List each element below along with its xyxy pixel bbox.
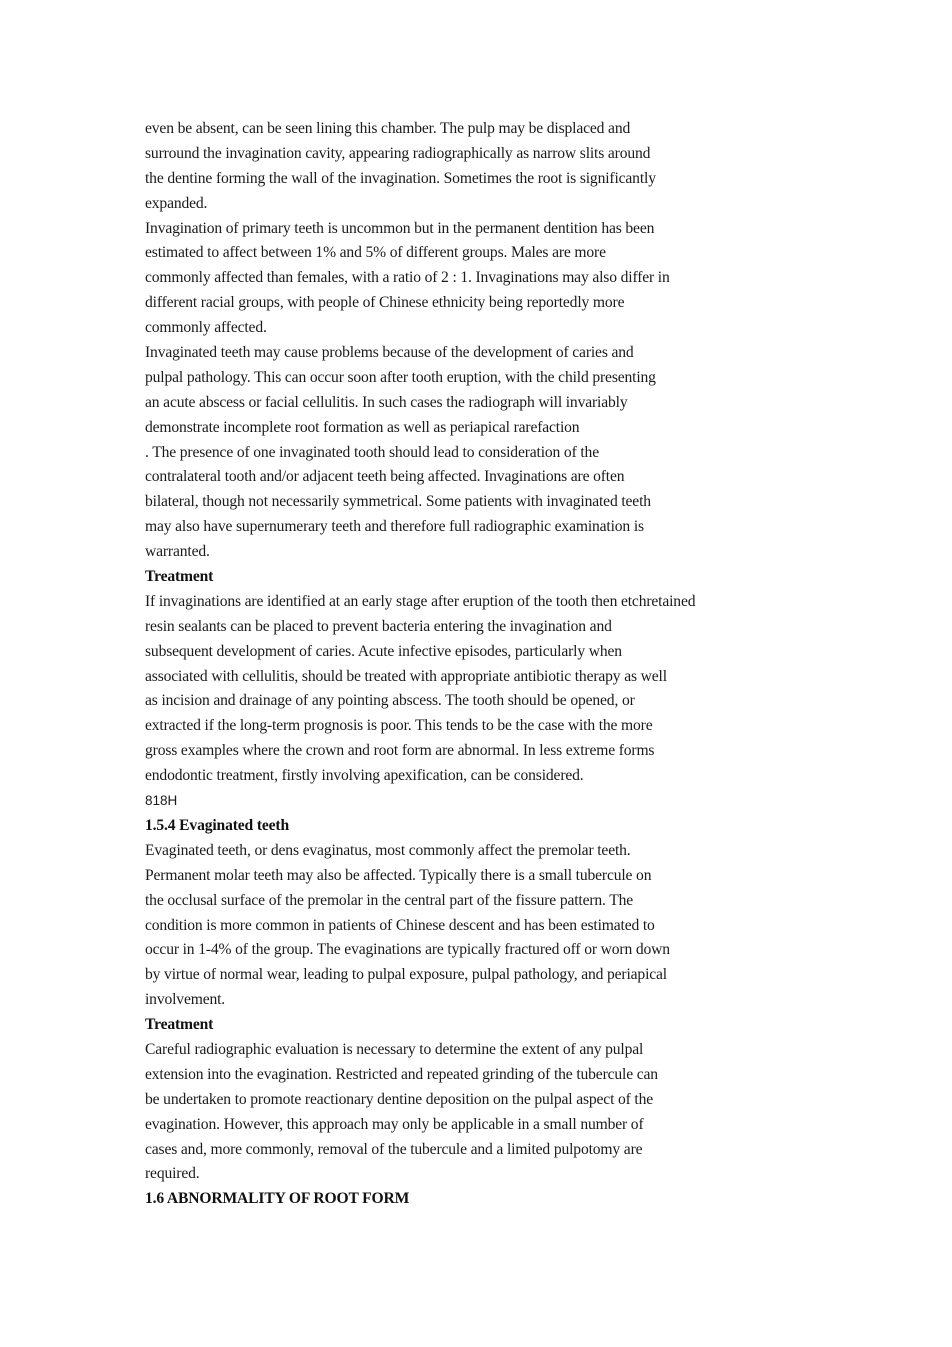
body-text-line: endodontic treatment, firstly involving apexification, can be considered. [145,767,584,785]
body-text-line: evagination. However, this approach may only be applicable in a small number of [145,1115,644,1133]
section-heading: Treatment [145,568,214,586]
body-text-line: cases and, more commonly, removal of the tubercule and a limited pulpotomy are [145,1140,643,1158]
body-text-line: extension into the evagination. Restricted and repeated grinding of the tubercule can [145,1065,658,1083]
page-marker: 818H [145,793,178,809]
body-text-line: Invagination of primary teeth is uncommon but in the permanent dentition has been [145,219,655,237]
body-text-line: required. [145,1165,200,1183]
body-text-line: the dentine forming the wall of the invagination. Sometimes the root is significantly [145,169,656,187]
body-text-line: even be absent, can be seen lining this chamber. The pulp may be displaced and [145,120,631,137]
body-text-line: commonly affected. [145,319,267,337]
body-text-line: . The presence of one invaginated tooth should lead to consideration of the [145,443,599,461]
body-text-line: be undertaken to promote reactionary dentine deposition on the pulpal aspect of the [145,1090,654,1108]
body-text-line: demonstrate incomplete root formation as well as periapical rarefaction [145,418,580,436]
body-text-line: estimated to affect between 1% and 5% of different groups. Males are more [145,244,606,262]
document-page [145,117,935,1212]
body-text-line: associated with cellulitis, should be treated with appropriate antibiotic therapy as well [145,667,667,685]
section-heading: 1.5.4 Evaginated teeth [145,816,289,834]
section-heading: Treatment [145,1016,214,1034]
body-text-line: pulpal pathology. This can occur soon after tooth eruption, with the child presenting [145,368,656,386]
body-text-line: by virtue of normal wear, leading to pulpal exposure, pulpal pathology, and periapical [145,966,667,984]
body-text-line: gross examples where the crown and root form are abnormal. In less extreme forms [145,742,655,760]
body-text-line: commonly affected than females, with a ratio of 2 : 1. Invaginations may also differ in [145,269,670,287]
body-text-line: the occlusal surface of the premolar in the central part of the fissure pattern. The [145,891,634,909]
body-text-line: condition is more common in patients of Chinese descent and has been estimated to [145,916,655,934]
body-text-line: surround the invagination cavity, appearing radiographically as narrow slits around [145,144,651,162]
body-text-line: warranted. [145,543,210,561]
body-text-line: resin sealants can be placed to prevent bacteria entering the invagination and [145,617,612,635]
body-text-line: as incision and drainage of any pointing abscess. The tooth should be opened, or [145,692,635,710]
body-text-line: different racial groups, with people of Chinese ethnicity being reportedly more [145,294,625,312]
body-text-line: Careful radiographic evaluation is necessary to determine the extent of any pulpal [145,1040,644,1058]
body-text-line: an acute abscess or facial cellulitis. In such cases the radiograph will invariably [145,393,628,411]
section-heading: 1.6 ABNORMALITY OF ROOT FORM [145,1190,410,1208]
body-text-line: bilateral, though not necessarily symmetrical. Some patients with invaginated teeth [145,493,651,511]
body-text-line: extracted if the long-term prognosis is poor. This tends to be the case with the more [145,717,653,735]
body-text-line: expanded. [145,194,208,212]
body-text-line: Invaginated teeth may cause problems because of the development of caries and [145,344,634,362]
body-text-line: Evaginated teeth, or dens evaginatus, most commonly affect the premolar teeth. [145,841,631,859]
body-text-line: Permanent molar teeth may also be affected. Typically there is a small tubercule on [145,866,652,884]
body-text-line: may also have supernumerary teeth and therefore full radiographic examination is [145,518,644,536]
body-text-line: subsequent development of caries. Acute infective episodes, particularly when [145,642,622,660]
body-text-line: involvement. [145,991,226,1009]
body-text-line: If invaginations are identified at an early stage after eruption of the tooth then etchretained [145,592,696,610]
body-text-line: contralateral tooth and/or adjacent teeth being affected. Invaginations are often [145,468,625,486]
body-text-line: occur in 1-4% of the group. The evaginations are typically fractured off or worn down [145,941,670,959]
